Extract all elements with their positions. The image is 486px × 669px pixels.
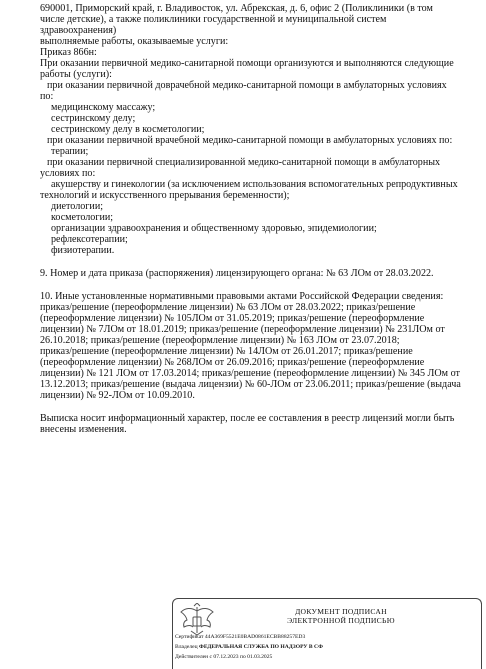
order-label: Приказ 866н:	[40, 47, 97, 58]
subheading-line: при оказании первичной специализированной медико-санитарной помощи в амбулаторных	[47, 157, 441, 168]
section-10-line: лицензии) № 92-ЛОм от 10.09.2010.	[40, 390, 195, 401]
stamp-title: ДОКУМЕНТ ПОДПИСАН	[295, 607, 387, 616]
list-item: физиотерапии.	[51, 245, 115, 256]
section-10-line: лицензии) № 121 ЛОм от 17.03.2014; приказ/решение (переоформление лицензии) № 345 ЛОм от	[40, 368, 460, 379]
section-10-line: 26.10.2018; приказ/решение (переоформление лицензии) № 163 ЛОм от 23.07.2018;	[40, 335, 400, 346]
list-item: терапии;	[51, 146, 89, 157]
stamp-owner-label: Владелец	[175, 644, 200, 650]
coat-of-arms-icon	[177, 603, 217, 637]
list-item: технологий и искусственного прерывания беременности);	[40, 190, 290, 201]
section-10-line: (переоформление лицензии) № 105ЛОм от 31.05.2019; приказ/решение (переоформление	[40, 313, 425, 324]
paragraph-line: При оказании первичной медико-санитарной помощи организуются и выполняются следующие	[40, 58, 454, 69]
address-line: 690001, Приморский край, г. Владивосток, ул. Абрекская, д. 6, офис 2 (Поликлиники (в том	[40, 3, 433, 14]
subheading-line: условиях по:	[40, 168, 96, 179]
list-item: диетологии;	[51, 201, 104, 212]
section-10-line: лицензии) № 7ЛОм от 18.01.2019; приказ/решение (переоформление лицензии) № 231ЛОм от	[40, 324, 445, 335]
list-item: рефлексотерапии;	[51, 234, 128, 245]
address-line: числе детские), а также поликлиники государственной и муниципальной систем	[40, 14, 387, 25]
stamp-owner-name: ФЕДЕРАЛЬНАЯ СЛУЖБА ПО НАДЗОРУ В СФ	[199, 644, 323, 650]
section-10-heading: 10. Иные установленные нормативными правовыми актами Российской Федерации сведения:	[40, 291, 444, 302]
address-line: здравоохранения)	[40, 25, 117, 36]
list-item: организации здравоохранения и общественному здоровью, эпидемиологии;	[51, 223, 377, 234]
stamp-validity: Действителен с 07.12.2023 по 01.03.2025	[175, 654, 273, 660]
paragraph-line: работы (услуги):	[40, 69, 112, 80]
section-10-line: (переоформление лицензии) № 268ЛОм от 26.09.2016; приказ/решение (переоформление	[40, 357, 425, 368]
section-10-line: приказ/решение (переоформление лицензии) № 63 ЛОм от 28.03.2022; приказ/решение	[40, 302, 416, 313]
stamp-owner	[175, 644, 323, 651]
subheading-line: при оказании первичной врачебной медико-санитарной помощи в амбулаторных условиях по:	[47, 135, 453, 146]
list-item: сестринскому делу в косметологии;	[51, 124, 205, 135]
list-item: акушерству и гинекологии (за исключением использования вспомогательных репродуктивных	[51, 179, 458, 190]
subheading-line: при оказании первичной доврачебной медико-санитарной помощи в амбулаторных условиях	[47, 80, 447, 91]
stamp-title: ЭЛЕКТРОННОЙ ПОДПИСЬЮ	[287, 616, 395, 625]
disclaimer-line: внесены изменения.	[40, 424, 127, 435]
list-item: сестринскому делу;	[51, 113, 136, 124]
electronic-signature-stamp	[172, 598, 482, 669]
stamp-certificate: Сертификат 44A369F5521E0BAD0861ECBB88257ED3	[175, 634, 306, 640]
section-9: 9. Номер и дата приказа (распоряжения) лицензирующего органа: № 63 ЛОм от 28.03.2022.	[40, 268, 434, 279]
subheading-line: по:	[40, 91, 54, 102]
section-10-line: 13.12.2013; приказ/решение (выдача лицензии) № 60-ЛОм от 23.06.2011; приказ/решение (выдача	[40, 379, 461, 390]
disclaimer-line: Выписка носит информационный характер, после ее составления в реестр лицензий могли быть	[40, 413, 455, 424]
services-heading: выполняемые работы, оказываемые услуги:	[40, 36, 229, 47]
section-10-line: приказ/решение (переоформление лицензии) № 14ЛОм от 26.01.2017; приказ/решение	[40, 346, 413, 357]
list-item: косметологии;	[51, 212, 114, 223]
list-item: медицинскому массажу;	[51, 102, 156, 113]
